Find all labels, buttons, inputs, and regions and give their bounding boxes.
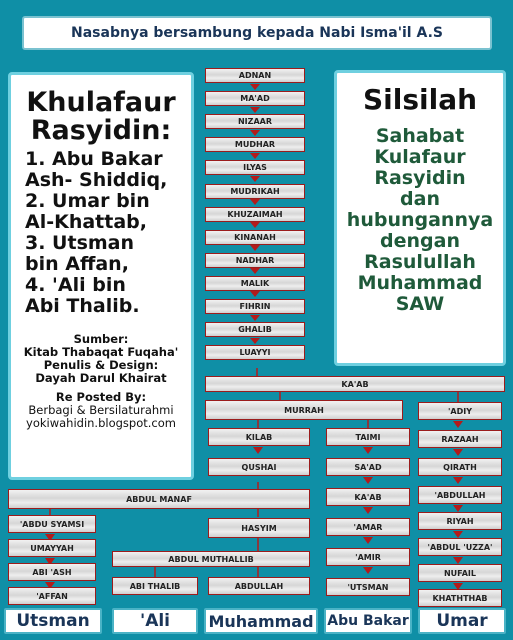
caliph-box-ali: 'Ali	[112, 608, 198, 634]
lineage-box-chain: MALIK	[205, 276, 305, 291]
khulafa-list-line: 1. Abu Bakar	[25, 148, 163, 170]
lineage-box-qirath: QIRATH	[418, 458, 502, 476]
khulafa-list-line: 2. Umar bin	[25, 190, 150, 212]
lineage-box-chain: MA'AD	[205, 91, 305, 106]
lineage-box-chain: MUDRIKAH	[205, 184, 305, 199]
lineage-box-qushai: QUSHAI	[208, 458, 310, 476]
arrow-down-icon	[250, 338, 260, 344]
prophet-box-muhammad: Muhammad	[204, 608, 318, 634]
silsilah-subtitle-line: Sahabat	[375, 125, 465, 147]
writer-name: Dayah Darul Khairat	[35, 371, 167, 385]
arrow-down-icon	[453, 531, 463, 538]
source-label: Sumber:	[73, 332, 129, 346]
lineage-box-chain: KINANAH	[205, 230, 305, 245]
khulafa-title-line2: Rasyidin:	[30, 115, 172, 146]
silsilah-subtitle-line: Rasyidin	[374, 167, 466, 189]
lineage-box-chain: ILYAS	[205, 160, 305, 175]
caliph-box-abu-bakar: Abu Bakar	[324, 608, 412, 634]
writer-label: Penulis & Design:	[43, 358, 159, 372]
lineage-box-chain: LUAYYI	[205, 345, 305, 360]
silsilah-subtitle-line: dan	[400, 188, 440, 210]
lineage-box-chain: GHALIB	[205, 322, 305, 337]
lineage-box-abi-thalib: ABI THALIB	[112, 577, 198, 595]
arrow-down-icon	[363, 447, 373, 454]
lineage-box-chain: MUDHAR	[205, 137, 305, 152]
caliph-box-umar: Umar	[418, 608, 506, 634]
arrow-down-icon	[453, 557, 463, 564]
lineage-box-abdul-uzza: 'ABDUL 'UZZA'	[418, 538, 502, 556]
lineage-box-abdul-manaf: ABDUL MANAF	[8, 489, 310, 509]
silsilah-subtitle-line: Rasulullah	[364, 251, 476, 273]
lineage-box-saad: SA'AD	[326, 458, 410, 476]
lineage-box-kilab: KILAB	[208, 428, 310, 446]
arrow-down-icon	[363, 567, 373, 574]
arrow-down-icon	[250, 315, 260, 321]
arrow-down-icon	[250, 291, 260, 297]
khulafa-list-line: bin Affan,	[25, 253, 129, 275]
arrow-down-icon	[250, 153, 260, 159]
arrow-down-icon	[453, 449, 463, 456]
silsilah-subtitle-line: Kulafaur	[374, 146, 466, 168]
khulafa-list-line: Ash- Shiddiq,	[25, 169, 168, 191]
khulafa-title-line1: Khulafaur	[26, 87, 176, 118]
khulafa-list-line: 4. 'Ali bin	[25, 274, 126, 296]
lineage-box-chain: FIHRIN	[205, 299, 305, 314]
khulafa-list-line: Al-Khattab,	[25, 211, 147, 233]
lineage-box-affan: 'AFFAN	[8, 587, 96, 605]
repost-label: Re Posted By:	[55, 390, 147, 404]
arrow-down-icon	[363, 507, 373, 514]
lineage-box-abdu-syamsi: 'ABDU SYAMSI	[8, 515, 96, 533]
lineage-box-chain: KHUZAIMAH	[205, 207, 305, 222]
arrow-down-icon	[363, 537, 373, 544]
arrow-down-icon	[250, 268, 260, 274]
lineage-box-amar: 'AMAR	[326, 518, 410, 536]
arrow-down-icon	[453, 505, 463, 512]
lineage-box-hasyim: HASYIM	[208, 518, 310, 538]
arrow-down-icon	[363, 477, 373, 484]
lineage-box-abdul-muthallib: ABDUL MUTHALLIB	[112, 551, 310, 567]
arrow-down-icon	[250, 107, 260, 113]
silsilah-subtitle	[337, 126, 503, 315]
lineage-box-abdullah: ABDULLAH	[208, 577, 310, 595]
lineage-box-amir: 'AMIR	[326, 548, 410, 566]
lineage-box-abdullah2: 'ABDULLAH	[418, 486, 502, 504]
khulafa-list-line: Abi Thalib.	[25, 295, 140, 317]
arrow-down-icon	[253, 447, 263, 454]
page-title: Nasabnya bersambung kepada Nabi Isma'il A.S	[22, 16, 492, 50]
lineage-box-kaab2: KA'AB	[326, 488, 410, 506]
lineage-box-khaththab: KHATHTHAB	[418, 589, 502, 607]
arrow-down-icon	[250, 176, 260, 182]
arrow-down-icon	[453, 421, 463, 428]
lineage-box-taimi: TAIMI	[326, 428, 410, 446]
arrow-down-icon	[453, 477, 463, 484]
silsilah-panel	[334, 70, 506, 366]
repost-blog: yokiwahidin.blogspot.com	[26, 416, 176, 430]
arrow-down-icon	[250, 130, 260, 136]
lineage-box-chain: ADNAN	[205, 68, 305, 83]
khulafa-panel	[8, 72, 194, 480]
arrow-down-icon	[250, 84, 260, 90]
repost-name: Berbagi & Bersilaturahmi	[28, 403, 174, 417]
lineage-box-chain: NIZAAR	[205, 114, 305, 129]
silsilah-subtitle-line: dengan	[380, 230, 460, 252]
lineage-box-umayyah: UMAYYAH	[8, 539, 96, 557]
caliph-box-utsman: Utsman	[4, 608, 102, 634]
lineage-box-murrah: MURRAH	[205, 400, 403, 420]
lineage-box-utsman-father: 'UTSMAN	[326, 578, 410, 596]
silsilah-title: Silsilah	[362, 83, 478, 116]
silsilah-subtitle-line: SAW	[395, 293, 445, 315]
silsilah-subtitle-line: hubungannya	[346, 209, 494, 231]
lineage-box-nufail: NUFAIL	[418, 564, 502, 582]
arrow-down-icon	[250, 199, 260, 205]
arrow-down-icon	[250, 245, 260, 251]
lineage-box-razaah: RAZAAH	[418, 430, 502, 448]
arrow-down-icon	[250, 222, 260, 228]
source-book: Kitab Thabaqat Fuqaha'	[23, 345, 179, 359]
lineage-box-riyah: RIYAH	[418, 512, 502, 530]
lineage-box-adiy: 'ADIY	[418, 402, 502, 420]
khulafa-list	[25, 149, 191, 317]
lineage-box-abi-ash: ABI 'ASH	[8, 563, 96, 581]
lineage-box-kaab: KA'AB	[205, 376, 505, 392]
khulafa-list-line: 3. Utsman	[25, 232, 135, 254]
lineage-box-chain: NADHAR	[205, 253, 305, 268]
silsilah-subtitle-line: Muhammad	[357, 272, 483, 294]
